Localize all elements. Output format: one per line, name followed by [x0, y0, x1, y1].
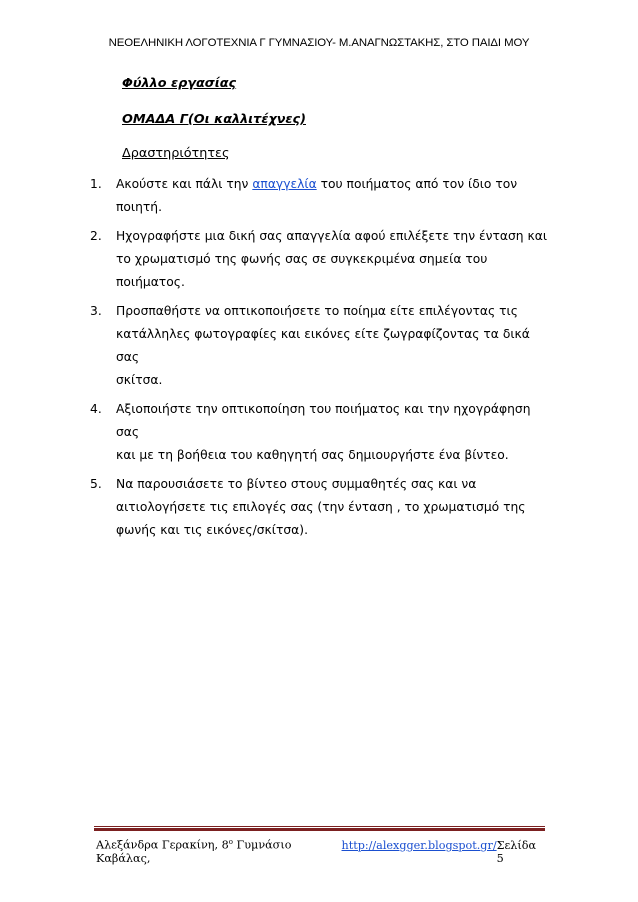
task-line: Να παρουσιάσετε το βίντεο στους συμμαθητές σας και να — [116, 477, 477, 491]
task-line: και με τη βοήθεια του καθηγητή σας δημιουργήστε ένα βίντεο. — [116, 448, 509, 462]
footer-author — [96, 838, 336, 865]
task-line: Αξιοποιήστε την οπτικοποίηση του ποιήματος και την ηχογράφηση σας — [116, 402, 531, 439]
activities-heading: Δραστηριότητες — [122, 146, 230, 161]
page-footer — [96, 838, 544, 865]
task-line — [116, 173, 550, 196]
task-item — [90, 225, 550, 294]
task-text: του ποιήματος από τον ίδιο τον — [316, 177, 518, 191]
author-name: Αλεξάνδρα Γερακίνη, 8 — [96, 838, 229, 852]
ordinal-superscript: ο — [228, 838, 233, 846]
task-line: κατάλληλες φωτογραφίες και εικόνες είτε ζωγραφίζοντας τα δικά σας — [116, 327, 530, 364]
footer-divider — [94, 826, 545, 827]
recitation-link[interactable]: απαγγελία — [252, 177, 317, 191]
task-text: Ακούστε και πάλι την — [116, 177, 253, 191]
task-item — [90, 473, 550, 542]
task-number: 1. — [90, 177, 102, 191]
task-item — [90, 173, 550, 219]
task-item — [90, 398, 550, 467]
task-line: Προσπαθήστε να οπτικοποιήσετε το ποίημα είτε επιλέγοντας τις — [116, 304, 518, 318]
worksheet-heading: Φύλλο εργασίας — [122, 76, 237, 91]
task-line: φωνής και τις εικόνες/σκίτσα). — [116, 523, 308, 537]
task-number: 3. — [90, 304, 102, 318]
school-name: Γυμνάσιο Καβάλας, — [96, 838, 292, 865]
task-list — [90, 173, 550, 548]
task-line: αιτιολογήσετε τις επιλογές σας (την ένταση , το χρωματισμό της — [116, 500, 526, 514]
task-item — [90, 300, 550, 392]
blog-link[interactable]: http://alexgger.blogspot.gr/ — [341, 838, 497, 852]
task-line: το χρωματισμό της φωνής σας σε συγκεκριμένα σημεία του ποιήματος. — [116, 252, 488, 289]
task-line: σκίτσα. — [116, 373, 163, 387]
task-line: Ηχογραφήστε μια δική σας απαγγελία αφού επιλέξετε την ένταση και — [116, 229, 548, 243]
task-number: 2. — [90, 229, 102, 243]
task-number: 4. — [90, 402, 102, 416]
footer-divider-thick — [94, 828, 545, 831]
task-number: 5. — [90, 477, 102, 491]
page-number: Σελίδα 5 — [496, 838, 537, 865]
task-line: ποιητή. — [116, 200, 162, 214]
page-header: ΝΕΟΕΛΗΝΙΚΗ ΛΟΓΟΤΕΧΝΙΑ Γ ΓΥΜΝΑΣΙΟΥ- Μ.ΑΝΑΓΝΩΣΤΑΚΗΣ, ΣΤΟ ΠΑΙΔΙ ΜΟΥ — [108, 37, 530, 49]
group-heading: ΟΜΑΔΑ Γ(Οι καλλιτέχνες) — [122, 112, 306, 127]
